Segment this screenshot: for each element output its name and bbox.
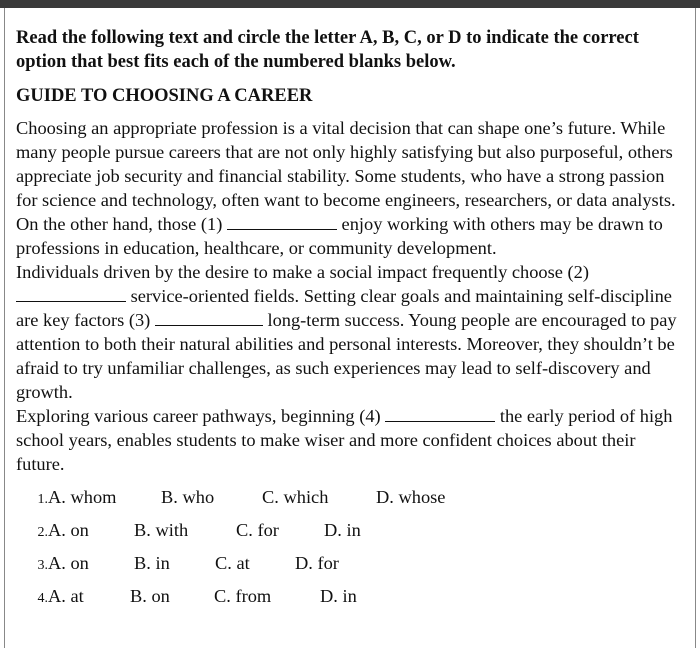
option-c[interactable]: C. from — [214, 586, 272, 606]
option-c[interactable]: C. at — [215, 553, 250, 573]
option-c[interactable]: C. which — [262, 487, 329, 507]
question-list — [16, 487, 686, 619]
passage-title: GUIDE TO CHOOSING A CAREER — [16, 86, 313, 106]
reading-passage — [16, 116, 686, 476]
worksheet-content — [16, 26, 686, 619]
blank-1[interactable] — [227, 213, 337, 230]
passage-text: long-term success. Young people are encouraged to pay attention to both their natural abilities and personal interests. Moreover, they shouldn’t be afraid to try unfamiliar challenges, as such experiences may lead to self-discovery and growth. — [16, 310, 677, 402]
blank-3[interactable] — [155, 309, 263, 326]
passage-text: Exploring various career pathways, beginning (4) — [16, 406, 386, 426]
option-b[interactable]: B. who — [161, 487, 215, 507]
option-b[interactable]: B. with — [134, 520, 189, 540]
option-d[interactable]: D. whose — [376, 487, 446, 507]
question-number: 2. — [37, 525, 48, 540]
question-number: 4. — [37, 591, 48, 606]
option-d[interactable]: D. for — [295, 553, 339, 573]
passage-text: Choosing an appropriate profession is a vital decision that can shape one’s future. While many people pursue careers that are not only highly satisfying but also purposeful, others appreciate job security and financial stability. Some students, who have a strong passion for science and technology, often want to become engineers, researchers, or data analysts. On the other hand, those (1) — [16, 118, 676, 234]
question-row-2 — [16, 520, 686, 553]
instruction-text: Read the following text and circle the letter A, B, C, or D to indicate the correct option that best fits each of the numbered blanks below. — [16, 28, 639, 72]
question-row-3 — [16, 553, 686, 586]
passage-paragraph-2 — [16, 260, 686, 404]
passage-paragraph-1 — [16, 116, 686, 260]
passage-text: the early period of high school years, enables students to make wiser and more confident choices about their future. — [16, 406, 673, 474]
option-c[interactable]: C. for — [236, 520, 279, 540]
option-d[interactable]: D. in — [324, 520, 361, 540]
passage-paragraph-3 — [16, 404, 686, 476]
option-b[interactable]: B. in — [134, 553, 170, 573]
option-a[interactable]: A. on — [48, 520, 89, 540]
passage-text: enjoy working with others may be drawn to professions in education, healthcare, or community development. — [16, 214, 663, 258]
passage-text: service-oriented fields. Setting clear goals and maintaining self-discipline are key factors (3) — [16, 286, 672, 330]
option-d[interactable]: D. in — [320, 586, 357, 606]
option-a[interactable]: A. at — [48, 586, 84, 606]
option-a[interactable]: A. whom — [48, 487, 117, 507]
option-b[interactable]: B. on — [130, 586, 170, 606]
top-border-bar — [0, 0, 700, 8]
blank-4[interactable] — [385, 405, 495, 422]
passage-text: Individuals driven by the desire to make a social impact frequently choose (2) — [16, 262, 589, 282]
question-number: 1. — [37, 492, 48, 507]
question-row-1 — [16, 487, 686, 520]
question-row-4 — [16, 586, 686, 619]
question-number: 3. — [37, 558, 48, 573]
option-a[interactable]: A. on — [48, 553, 89, 573]
blank-2[interactable] — [16, 285, 126, 302]
